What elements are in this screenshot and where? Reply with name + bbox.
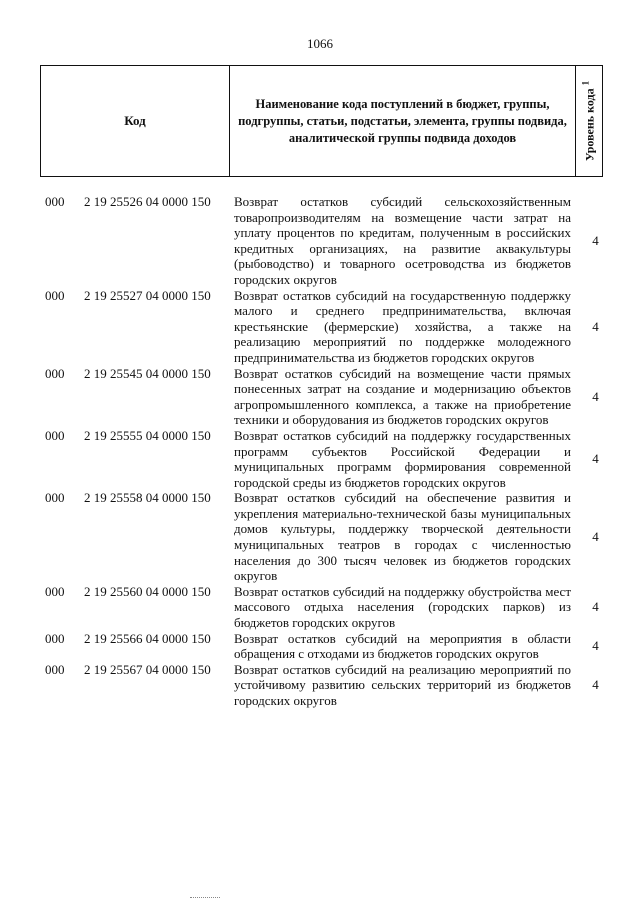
row-text: Возврат остатков субсидий на реализацию мероприятий по устойчивому развитию сельских территорий из бюджетов городских округов — [234, 661, 571, 708]
row-code: 2 19 25526 04 0000 150 — [84, 194, 211, 209]
row-level: 4 — [592, 529, 599, 545]
table-row — [40, 584, 610, 631]
table-row — [40, 490, 610, 584]
header-level-label: Уровень кода — [582, 88, 597, 162]
row-prefix: 000 — [45, 427, 65, 443]
row-level: 4 — [592, 451, 599, 467]
row-prefix: 000 — [45, 661, 65, 677]
table-row — [40, 366, 610, 428]
row-level: 4 — [592, 232, 599, 248]
row-text: Возврат остатков субсидий на мероприятия в области обращения с отходами из бюджетов городских округов — [234, 630, 571, 662]
header-level — [581, 81, 598, 161]
table-row — [40, 662, 610, 709]
row-level: 4 — [592, 318, 599, 334]
row-level: 4 — [592, 638, 599, 654]
row-prefix: 000 — [45, 287, 65, 303]
table-body — [40, 194, 610, 709]
row-level: 4 — [592, 599, 599, 615]
table-row — [40, 631, 610, 662]
row-prefix: 000 — [45, 194, 65, 209]
header-code: Код — [41, 66, 230, 176]
table-row — [40, 194, 610, 288]
header-level-cell — [576, 66, 602, 176]
row-code: 2 19 25527 04 0000 150 — [84, 287, 211, 303]
row-text: Возврат остатков субсидий сельскохозяйственным товаропроизводителям на возмещение части затрат на уплату процентов по кредитам, полученным в российских кредитных организациях, на развитие аквакультуры (рыбоводство) и товарного осетроводства из бюджетов городских округов — [234, 194, 571, 287]
row-prefix: 000 — [45, 583, 65, 599]
header-level-footnote: 1 — [580, 80, 591, 86]
row-level: 4 — [592, 677, 599, 693]
row-text: Возврат остатков субсидий на поддержку обустройства мест массового отдыха населения (городских парков) из бюджетов городских округов — [234, 583, 571, 631]
row-text: Возврат остатков субсидий на государственную поддержку малого и среднего предпринимательства, включая крестьянские (фермерские) хозяйства, а также на реализацию мероприятий по поддержке молодежного предпринимательства из бюджетов городских округов — [234, 287, 571, 365]
footer-mark — [190, 897, 220, 898]
row-code: 2 19 25566 04 0000 150 — [84, 630, 211, 646]
row-text: Возврат остатков субсидий на возмещение части прямых понесенных затрат на создание и модернизацию объектов агропромышленного комплекса, а также на приобретение техники и оборудования из бюджетов городских округов — [234, 365, 571, 428]
row-level: 4 — [592, 388, 599, 404]
row-prefix: 000 — [45, 490, 65, 506]
row-code: 2 19 25560 04 0000 150 — [84, 583, 211, 599]
row-prefix: 000 — [45, 365, 65, 381]
row-prefix: 000 — [45, 630, 65, 646]
row-code: 2 19 25555 04 0000 150 — [84, 427, 211, 443]
row-code: 2 19 25558 04 0000 150 — [84, 490, 211, 506]
row-code: 2 19 25545 04 0000 150 — [84, 365, 211, 381]
page-number: 1066 — [307, 36, 333, 51]
table-row — [40, 428, 610, 490]
row-text: Возврат остатков субсидий на обеспечение развития и укрепления материально-технической базы муниципальных домов культуры, поддержку творческой деятельности муниципальных театров в городах с численностью населения до 300 тысяч человек из бюджетов городских округов — [234, 490, 571, 584]
header-name: Наименование кода поступлений в бюджет, группы, подгруппы, статьи, подстатьи, элемента, группы подвида, аналитической группы подвида доходов — [230, 66, 576, 176]
row-text: Возврат остатков субсидий на поддержку государственных программ субъектов Российской Федерации и муниципальных программ формирования современной городской среды из бюджетов городских округов — [234, 427, 571, 490]
table-row — [40, 288, 610, 366]
row-code: 2 19 25567 04 0000 150 — [84, 661, 211, 677]
table-header — [40, 65, 603, 177]
